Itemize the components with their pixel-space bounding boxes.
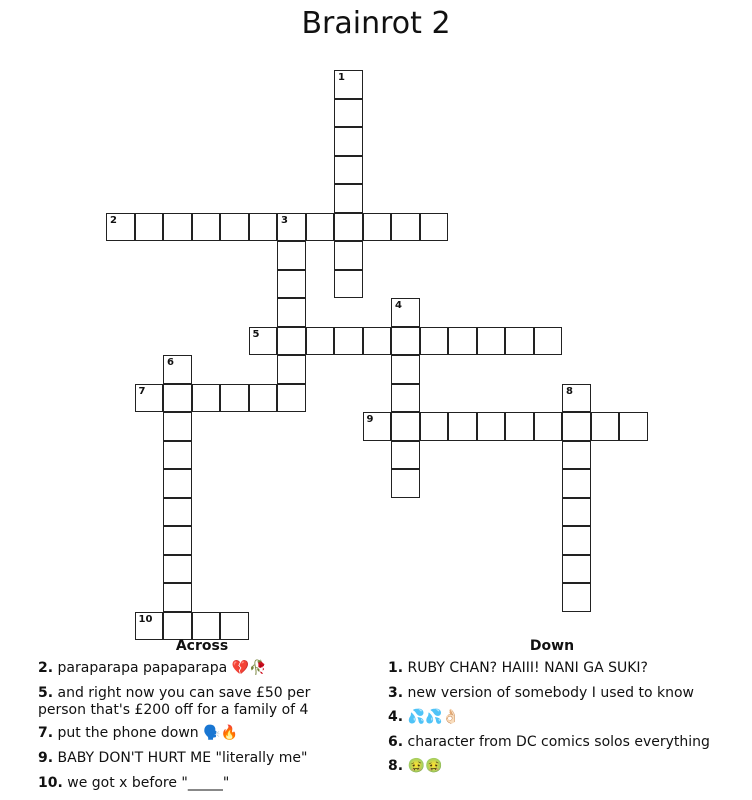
grid-cell[interactable] — [534, 327, 563, 356]
clue-number: 9. — [38, 750, 54, 766]
cell-number: 7 — [138, 385, 146, 397]
grid-cell[interactable] — [391, 412, 420, 441]
clue-text: 🤢🤢 — [407, 758, 443, 774]
grid-cell[interactable] — [562, 441, 591, 470]
grid-cell[interactable] — [334, 213, 363, 242]
grid-cell[interactable] — [505, 327, 534, 356]
grid-cell[interactable] — [163, 612, 192, 641]
across-clue-9 — [38, 750, 348, 767]
grid-cell[interactable] — [192, 612, 221, 641]
down-clue-3 — [388, 685, 728, 702]
grid-cell[interactable] — [448, 412, 477, 441]
grid-cell[interactable] — [277, 241, 306, 270]
across-heading: Across — [175, 638, 229, 654]
grid-cell[interactable] — [277, 327, 306, 356]
grid-cell[interactable] — [534, 412, 563, 441]
grid-cell[interactable] — [163, 384, 192, 413]
clue-number: 1. — [388, 660, 404, 676]
clue-number: 8. — [388, 758, 404, 774]
clue-number: 5. — [38, 685, 54, 701]
grid-cell[interactable] — [420, 213, 449, 242]
clue-number: 2. — [38, 660, 54, 676]
clue-text: paraparapa papaparapa 💔🥀 — [57, 660, 267, 676]
clue-number: 6. — [388, 734, 404, 750]
grid-cell[interactable] — [448, 327, 477, 356]
grid-cell[interactable] — [277, 270, 306, 299]
clue-text: put the phone down 🗣️🔥 — [57, 725, 238, 741]
grid-cell[interactable] — [277, 298, 306, 327]
grid-cell[interactable] — [334, 270, 363, 299]
grid-cell[interactable] — [135, 213, 164, 242]
grid-cell[interactable] — [391, 213, 420, 242]
clue-number: 3. — [388, 685, 404, 701]
grid-cell[interactable] — [163, 555, 192, 584]
grid-cell[interactable] — [420, 412, 449, 441]
grid-cell[interactable] — [363, 327, 392, 356]
grid-cell[interactable] — [363, 213, 392, 242]
grid-cell[interactable] — [505, 412, 534, 441]
grid-cell[interactable] — [163, 441, 192, 470]
grid-cell[interactable] — [562, 583, 591, 612]
grid-cell[interactable] — [562, 555, 591, 584]
clue-number: 10. — [38, 775, 63, 791]
grid-cell[interactable] — [334, 127, 363, 156]
grid-cell[interactable] — [277, 355, 306, 384]
clue-text: 💦💦👌🏻 — [407, 709, 460, 725]
grid-cell[interactable] — [249, 213, 278, 242]
grid-cell-4[interactable] — [391, 298, 420, 327]
grid-cell[interactable] — [391, 355, 420, 384]
grid-cell[interactable] — [477, 412, 506, 441]
grid-cell[interactable] — [562, 498, 591, 527]
grid-cell[interactable] — [562, 412, 591, 441]
grid-cell[interactable] — [619, 412, 648, 441]
across-clue-10 — [38, 775, 338, 792]
grid-cell[interactable] — [477, 327, 506, 356]
grid-cell[interactable] — [163, 498, 192, 527]
clue-text: BABY DON'T HURT ME "literally me" — [57, 750, 308, 766]
grid-cell-2[interactable] — [106, 213, 135, 242]
grid-cell[interactable] — [163, 583, 192, 612]
cell-number: 8 — [566, 385, 573, 397]
cell-number: 9 — [366, 414, 374, 425]
grid-cell[interactable] — [591, 412, 620, 441]
grid-cell[interactable] — [163, 412, 192, 441]
cell-number: 4 — [395, 300, 402, 311]
grid-cell-1[interactable] — [334, 70, 363, 99]
grid-cell[interactable] — [220, 213, 249, 242]
grid-cell[interactable] — [391, 469, 420, 498]
grid-cell[interactable] — [220, 612, 249, 641]
across-clue-5 — [38, 685, 358, 719]
grid-cell[interactable] — [334, 241, 363, 270]
grid-cell[interactable] — [562, 469, 591, 498]
grid-cell[interactable] — [249, 384, 278, 413]
grid-cell-10[interactable] — [135, 612, 164, 641]
down-clue-4 — [388, 709, 728, 726]
grid-cell[interactable] — [163, 526, 192, 555]
grid-cell[interactable] — [334, 327, 363, 356]
puzzle-title: Brainrot 2 — [301, 6, 451, 41]
cell-number: 3 — [281, 214, 288, 226]
grid-cell[interactable] — [334, 156, 363, 185]
grid-cell-3[interactable] — [277, 213, 306, 242]
clue-number: 7. — [38, 725, 54, 741]
clue-text: character from DC comics solos everything — [407, 734, 710, 750]
across-clue-7 — [38, 725, 338, 742]
grid-cell[interactable] — [306, 213, 335, 242]
grid-cell[interactable] — [192, 213, 221, 242]
cell-number: 10 — [138, 613, 153, 625]
grid-cell[interactable] — [163, 213, 192, 242]
clue-number: 4. — [388, 709, 404, 725]
grid-cell-6[interactable] — [163, 355, 192, 384]
cell-number: 6 — [167, 357, 174, 368]
grid-cell-5[interactable] — [249, 327, 278, 356]
grid-cell[interactable] — [277, 384, 306, 413]
grid-cell-9[interactable] — [363, 412, 392, 441]
cell-number: 5 — [252, 328, 260, 340]
across-clue-2 — [38, 660, 338, 677]
clue-text: new version of somebody I used to know — [407, 685, 694, 701]
grid-cell[interactable] — [420, 327, 449, 356]
cell-number: 1 — [338, 72, 345, 83]
clue-text: we got x before "_____" — [67, 775, 230, 791]
down-heading: Down — [529, 638, 575, 654]
grid-cell[interactable] — [163, 469, 192, 498]
grid-cell[interactable] — [391, 441, 420, 470]
clue-text: RUBY CHAN? HAIII! NANI GA SUKI? — [407, 660, 648, 676]
grid-cell[interactable] — [220, 384, 249, 413]
clue-text: and right now you can save £50 per person that's £200 off for a family of 4 — [38, 685, 311, 718]
grid-cell[interactable] — [306, 327, 335, 356]
down-clue-1 — [388, 660, 728, 677]
grid-cell[interactable] — [334, 184, 363, 213]
grid-cell[interactable] — [192, 384, 221, 413]
down-clue-6 — [388, 734, 738, 751]
grid-cell[interactable] — [562, 526, 591, 555]
grid-cell[interactable] — [334, 99, 363, 128]
down-clue-8 — [388, 758, 728, 775]
grid-cell-7[interactable] — [135, 384, 164, 413]
grid-cell-8[interactable] — [562, 384, 591, 413]
cell-number: 2 — [110, 214, 117, 226]
grid-cell[interactable] — [391, 384, 420, 413]
grid-cell[interactable] — [391, 327, 420, 356]
